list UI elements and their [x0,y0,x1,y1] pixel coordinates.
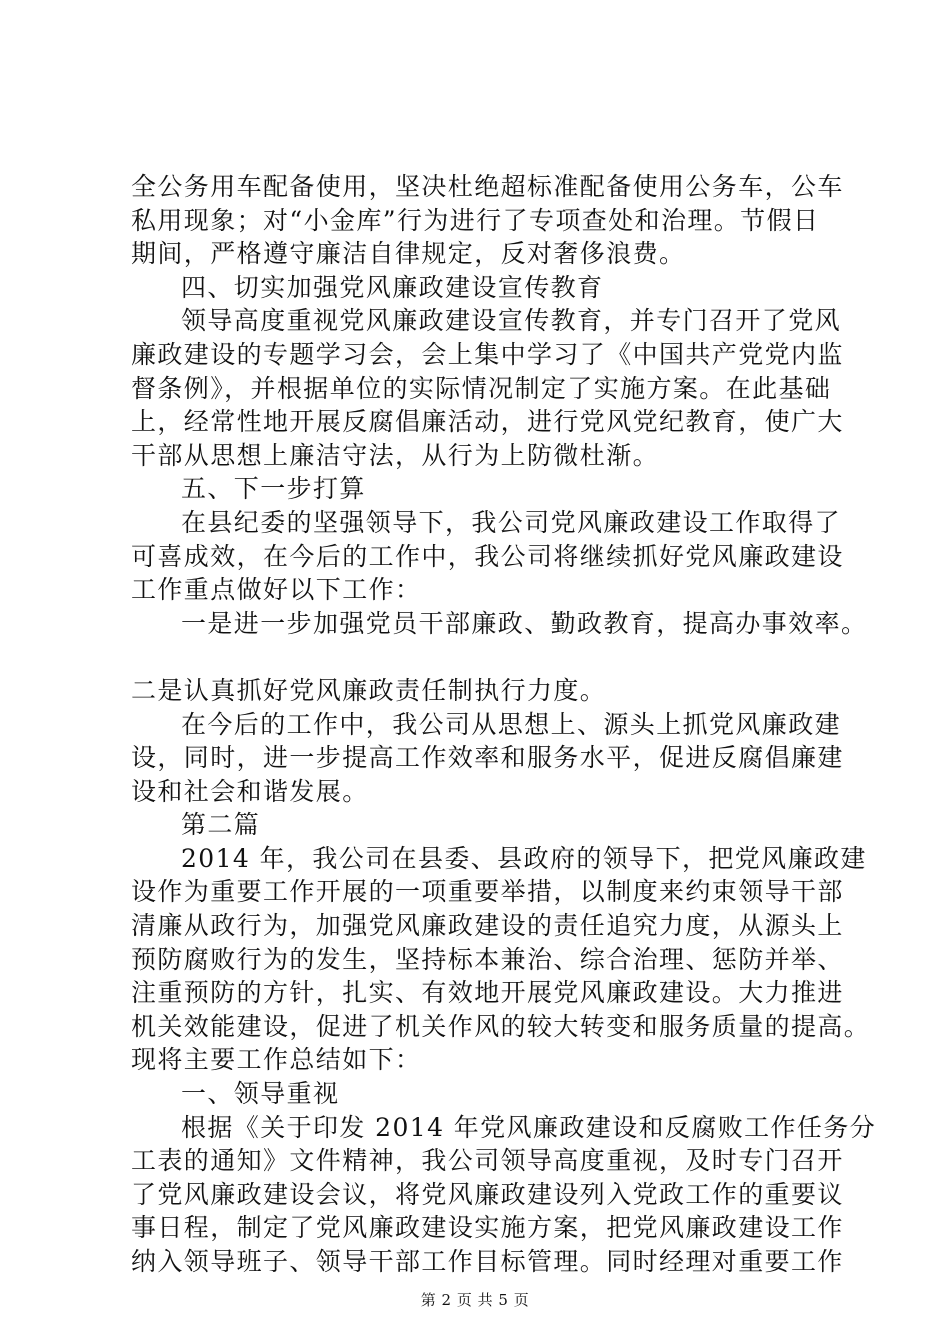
text-line: 现将主要工作总结如下： [131,1045,422,1075]
page-number-footer: 第 2 页 共 5 页 [420,1291,530,1309]
text-line: 一、领导重视 [181,1079,340,1109]
text-line: 设，同时，进一步提高工作效率和服务水平，促进反腐倡廉建 [131,743,844,773]
text-line: 设作为重要工作开展的一项重要举措，以制度来约束领导干部 [131,877,844,907]
text-line: 了党风廉政建设会议，将党风廉政建设列入党政工作的重要议 [131,1179,844,1209]
text-line: 期间，严格遵守廉洁自律规定，反对奢侈浪费。 [131,239,686,269]
text-line: 预防腐败行为的发生，坚持标本兼治、综合治理、惩防并举、 [131,944,844,974]
text-line: 二是认真抓好党风廉政责任制执行力度。 [131,675,607,705]
text-line: 纳入领导班子、领导干部工作目标管理。同时经理对重要工作 [131,1247,844,1276]
text-line: 事日程，制定了党风廉政建设实施方案，把党风廉政建设工作 [131,1213,844,1243]
text-line: 在县纪委的坚强领导下，我公司党风廉政建设工作取得了 [181,507,842,537]
text-line: 四、切实加强党风廉政建设宣传教育 [181,272,604,302]
text-line: 在今后的工作中，我公司从思想上、源头上抓党风廉政建 [181,709,842,739]
text-line: 全公务用车配备使用，坚决杜绝超标准配备使用公务车，公车 [131,172,844,201]
text-line: 2014 年，我公司在县委、县政府的领导下，把党风廉政建 [181,843,867,873]
text-line: 工表的通知》文件精神，我公司领导高度重视，及时专门召开 [131,1146,844,1176]
text-line: 第二篇 [181,810,261,840]
text-line: 一是进一步加强党员干部廉政、勤政教育，提高办事效率。 [181,608,868,638]
text-line: 廉政建设的专题学习会，会上集中学习了《中国共产党党内监 [131,339,844,369]
text-line: 工作重点做好以下工作： [131,575,422,605]
text-line: 设和社会和谐发展。 [131,776,369,806]
text-line: 五、下一步打算 [181,474,366,504]
text-line: 督条例》，并根据单位的实际情况制定了实施方案。在此基础 [131,373,832,403]
text-line: 注重预防的方针，扎实、有效地开展党风廉政建设。大力推进 [131,978,844,1008]
text-line: 私用现象；对“小金库”行为进行了专项查处和治理。节假日 [131,205,820,235]
document-body [131,170,877,1279]
text-line: 清廉从政行为，加强党风廉政建设的责任追究力度，从源头上 [131,911,844,941]
text-line: 可喜成效，在今后的工作中，我公司将继续抓好党风廉政建设 [131,541,844,571]
text-line: 领导高度重视党风廉政建设宣传教育，并专门召开了党风 [181,306,842,336]
text-line: 机关效能建设，促进了机关作风的较大转变和服务质量的提高。 [131,1011,871,1041]
text-line: 干部从思想上廉洁守法，从行为上防微杜渐。 [131,440,660,470]
text-line: 上，经常性地开展反腐倡廉活动，进行党风党纪教育，使广大 [131,407,844,437]
text-line: 根据《关于印发 2014 年党风廉政建设和反腐败工作任务分 [181,1112,877,1142]
blank-line [131,640,851,674]
